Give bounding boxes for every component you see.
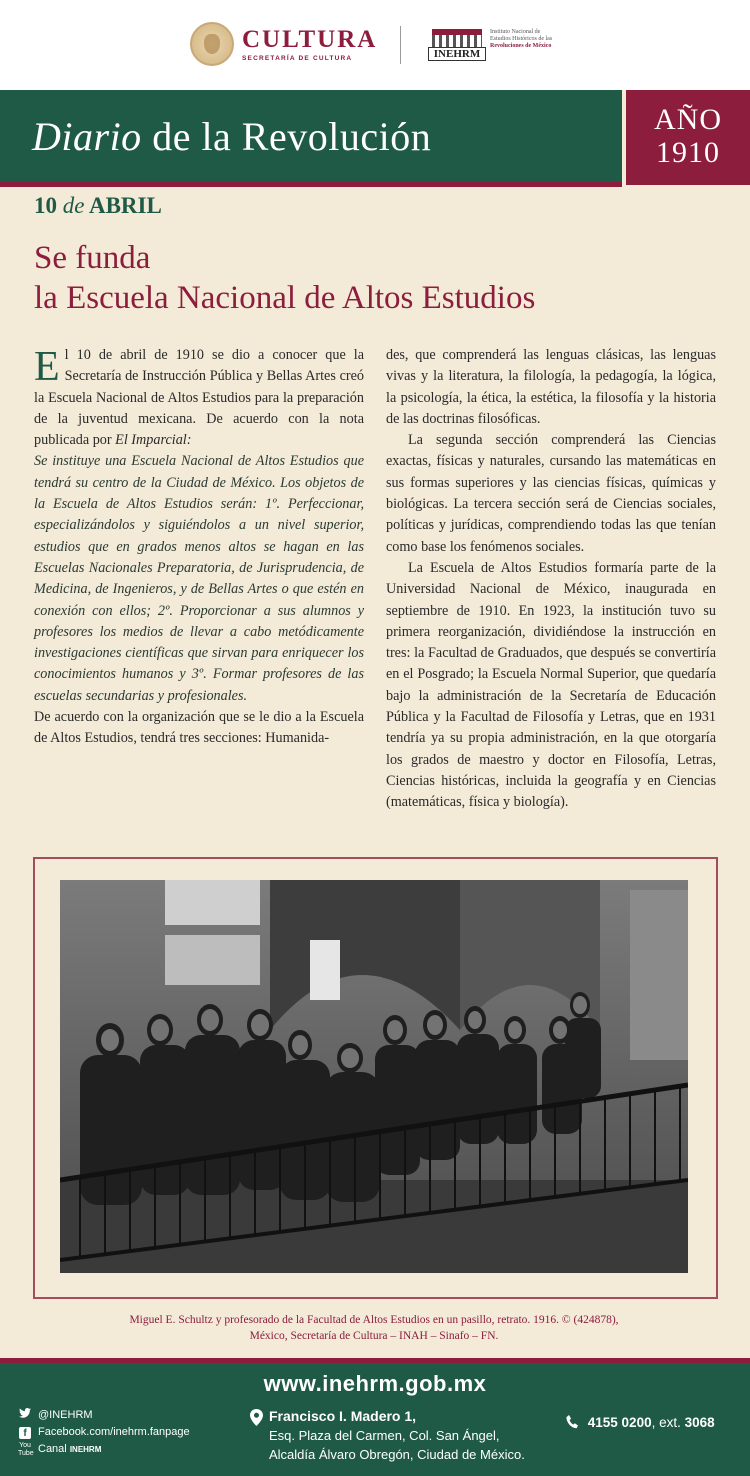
youtube-link[interactable] xyxy=(18,1441,190,1458)
footer xyxy=(0,1363,750,1476)
phone-icon xyxy=(566,1415,588,1430)
address-line-1: Francisco I. Madero 1, xyxy=(269,1408,417,1424)
article-paragraph-sections: De acuerdo con la organización que se le dio a la Escuela de Altos Estudios, tendrá tres secciones: Humanida- xyxy=(34,709,364,747)
article-paragraph-sections-cont: des, que comprenderá las lenguas clásicas, las lenguas vivas y la literatura, la filología, la pedagogía, la lógica, la psicología, la ética, la estética, la filosofía y la historia de las doctrinas filosóficas. xyxy=(386,347,716,427)
article-quote: Se instituye una Escuela Nacional de Altos Estudios que tendrá su centro de la Ciudad de México. Los objetos de la Escuela de Altos Estudios serán: 1º. Perfeccionar, especializándolos y siguiéndolos a un nivel superior, estudios que en grados menos altos se hagan en las Escuelas Nacionales Preparatoria, de Jurisprudencia, de Medicina, de Ingenieros, y de Bellas Artes o que estén en conexión con ellos; 2º. Proporcionar a sus alumnos y profesores los medios de llevar a cabo metódicamente investigaciones científicas que sirvan para enriquecer los conocimientos humanos y 3º. Formar profesores de las escuelas secundarias y profesionales. xyxy=(34,453,364,704)
twitter-link[interactable] xyxy=(18,1407,190,1424)
year-value: 1910 xyxy=(656,136,720,169)
cultura-subtitle: SECRETARÍA DE CULTURA xyxy=(242,54,353,62)
header-divider xyxy=(400,26,401,64)
article-paragraph-intro: El 10 de abril de 1910 se dio a conocer que la Secretaría de Instrucción Pública y Bellas Artes creó la Escuela Nacional de Altos Estudios para la preparación de la juventud mexicana. De acuerdo con la nota publicada por El Imparcial: xyxy=(34,344,364,449)
website-link[interactable]: www.inehrm.gob.mx xyxy=(263,1371,487,1396)
national-seal-icon xyxy=(190,22,234,66)
cultura-logo[interactable] xyxy=(190,22,377,66)
twitter-icon xyxy=(18,1407,32,1424)
article-column-right xyxy=(386,345,716,814)
historical-photo xyxy=(60,880,688,1273)
address-line-2: Esq. Plaza del Carmen, Col. San Ángel, xyxy=(269,1428,500,1443)
top-header xyxy=(0,0,750,90)
inehrm-building-icon xyxy=(428,29,486,61)
title-band-underline xyxy=(0,182,622,187)
article-headline: Se funda la Escuela Nacional de Altos Estudios xyxy=(34,240,536,316)
address-block xyxy=(250,1407,525,1464)
facebook-url: Facebook.com/inehrm.fanpage xyxy=(38,1426,190,1438)
article-column-left xyxy=(34,345,364,750)
facebook-link[interactable] xyxy=(18,1424,190,1441)
photo-caption: Miguel E. Schultz y profesorado de la Facultad de Altos Estudios en un pasillo, retrato. 1916. © (424878), México, Secretaría de Cultura – INAH – Sinafo – FN. xyxy=(129,1314,619,1342)
inehrm-logo[interactable] xyxy=(428,29,570,61)
group-portrait-image xyxy=(60,880,688,1273)
article-paragraph-sciences: La segunda sección comprenderá las Ciencias exactas, físicas y naturales, cursando las matemáticas en sus formas superiores y las ciencias físicas, químicas y biológicas. La tercera sección será de Ciencias sociales, políticas y jurídicas, comprendiendo todas las que tenían como base los fenómenos sociales. xyxy=(386,432,716,555)
facebook-icon: f xyxy=(19,1427,31,1439)
youtube-icon: You Tube xyxy=(18,1441,34,1457)
inehrm-description: Instituto Nacional de Estudios Históricos de las Revoluciones de México xyxy=(490,29,553,49)
phone-number[interactable]: 4155 0200, ext. 3068 xyxy=(566,1415,715,1430)
year-label: AÑO xyxy=(654,103,722,136)
twitter-handle: @INEHRM xyxy=(38,1409,93,1421)
article-date: 10 de ABRIL xyxy=(34,193,162,218)
drop-cap: E xyxy=(34,344,60,390)
address-line-3: Alcaldía Álvaro Obregón, Ciudad de México. xyxy=(269,1447,525,1462)
inehrm-logo-name: INEHRM xyxy=(428,47,486,61)
article-paragraph-university: La Escuela de Altos Estudios formaría parte de la Universidad Nacional de México, inaugurada en septiembre de 1910. En 1923, la institución tuvo su primera reorganización, dividiéndose la instrucción en tres: la Facultad de Graduados, que después se convertiría en el Posgrado; la Escuela Normal Superior, que quedaría bajo la administración de la Secretaría de Educación Pública y la Facultad de Filosofía y Letras, que en 1931 tendría ya su propia administración, en la que otorgaría los grados de maestro y doctor en Filosofía, Letras, Ciencias históricas, incluida la geografía y en Ciencias (matemáticas, física y biología). xyxy=(386,559,716,811)
cultura-wordmark: CULTURA xyxy=(242,25,378,53)
source-name: El Imparcial: xyxy=(115,432,192,449)
series-title: Diario de la Revolución xyxy=(32,114,432,159)
location-pin-icon xyxy=(250,1409,263,1431)
youtube-channel: Canal INEHRM xyxy=(38,1443,102,1455)
year-box xyxy=(626,90,750,185)
social-links xyxy=(18,1407,190,1458)
